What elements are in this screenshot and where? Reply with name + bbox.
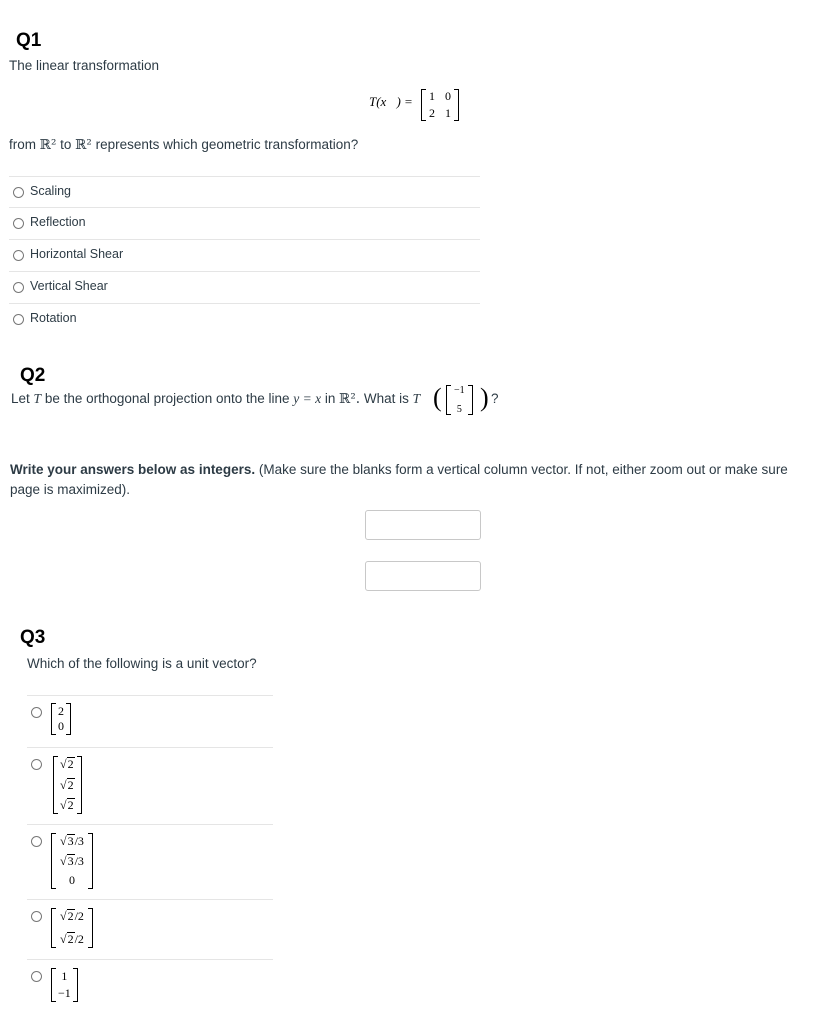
q2-vector-x: −1 (454, 385, 465, 396)
q1-equation (369, 94, 413, 110)
q2-prompt-T2: T (412, 391, 421, 406)
q1-title: Q1 (16, 30, 42, 51)
vector-entry: √ 2 (60, 777, 74, 792)
q1-matrix (421, 89, 459, 121)
q2-prompt-line: y = x (293, 391, 322, 406)
q1-question-suffix: represents which geometric transformation? (95, 137, 359, 152)
q1-matrix-a12: 0 (445, 89, 451, 103)
option-label: Horizontal Shear (30, 247, 124, 261)
radio-icon[interactable] (31, 759, 42, 770)
vector-entry: 0 (68, 873, 75, 887)
q3-option-2-vector (53, 756, 82, 814)
q2-title: Q2 (20, 365, 46, 386)
radio-icon[interactable] (31, 971, 42, 982)
q1-domain-space: ℝ² (39, 137, 57, 153)
q1-option-scaling[interactable] (9, 176, 480, 208)
q3-option-3-vector (51, 833, 93, 889)
q3-title: Q3 (20, 627, 46, 648)
q2-vector (446, 385, 473, 415)
q2-prompt-let: Let (11, 391, 30, 406)
radio-icon[interactable] (13, 187, 24, 198)
vector-entries (58, 756, 77, 814)
q1-option-horizontal-shear[interactable] (9, 239, 480, 271)
q1-option-rotation[interactable] (9, 303, 480, 335)
q1-codomain-space: ℝ² (75, 137, 92, 153)
radio-icon[interactable] (13, 314, 24, 325)
vector-entry: √ 2 (60, 798, 74, 812)
vector-entry: √ 3 /3 (60, 853, 84, 868)
q1-option-vertical-shear[interactable] (9, 271, 480, 303)
option-label: Rotation (30, 311, 77, 325)
option-label: Vertical Shear (30, 279, 108, 293)
radio-icon[interactable] (13, 250, 24, 261)
q3-option-5-vector (51, 968, 78, 1002)
vector-entry: −1 (58, 986, 71, 1000)
option-label: Scaling (30, 184, 71, 198)
radio-icon[interactable] (13, 218, 24, 229)
q2-vector-y: 5 (456, 404, 462, 415)
q2-paren-right: ) (480, 383, 489, 412)
q2-prompt (11, 391, 420, 407)
q2-paren-left: ( (433, 383, 442, 412)
q2-question-mark: ? (491, 391, 499, 406)
vector-entry: 1 (61, 969, 68, 983)
radio-icon[interactable] (13, 282, 24, 293)
q3-option-4-vector (51, 908, 93, 948)
q1-matrix-a11: 1 (429, 89, 435, 103)
q1-intro: The linear transformation (9, 58, 160, 73)
q2-instruction-bold: Write your answers below as integers. (10, 462, 256, 477)
radio-icon[interactable] (31, 836, 42, 847)
q1-matrix-a21: 2 (429, 106, 435, 120)
q2-instruction (10, 460, 816, 500)
q2-answer-y-input[interactable] (365, 561, 481, 591)
radio-icon[interactable] (31, 911, 42, 922)
q2-prompt-projection: be the orthogonal projection onto the line (44, 391, 290, 406)
q3-option-3[interactable] (27, 824, 273, 900)
q2-prompt-in: in (324, 391, 336, 406)
vector-entry: √ 2 (60, 757, 74, 771)
q1-matrix-a22: 1 (445, 106, 451, 120)
vector-entry: 2 (58, 704, 64, 718)
q3-option-2[interactable] (27, 747, 273, 825)
vector-entry: √ 2 /2 (60, 932, 84, 946)
q3-option-1[interactable] (27, 695, 273, 748)
q2-prompt-space: ℝ². (339, 391, 361, 407)
q1-to-word: to (60, 137, 72, 152)
q3-option-4[interactable] (27, 899, 273, 960)
q3-question: Which of the following is a unit vector? (27, 656, 257, 671)
vector-entry: √ 3 /3 (60, 834, 84, 848)
q1-question (9, 137, 358, 153)
q1-from-word: from (9, 137, 36, 152)
radio-icon[interactable] (31, 707, 42, 718)
q2-instruction-rest: (Make sure the blanks form a vertical column vector. If not, either zoom out or make sure page is maximized). (10, 462, 788, 497)
vector-entries (56, 833, 88, 889)
vector-entry: 0 (58, 719, 64, 733)
q1-equation-lhs: T(x⃗) = (369, 94, 413, 109)
option-label: Reflection (30, 215, 86, 229)
q3-option-5[interactable] (27, 959, 273, 1018)
q3-option-1-vector (51, 703, 71, 735)
q1-option-reflection[interactable] (9, 207, 480, 239)
q2-prompt-what-is: What is (363, 391, 409, 406)
q2-prompt-T: T (33, 391, 42, 406)
q2-answer-x-input[interactable] (365, 510, 481, 540)
vector-entries (56, 908, 88, 948)
vector-entry: √ 2 /2 (60, 909, 84, 923)
